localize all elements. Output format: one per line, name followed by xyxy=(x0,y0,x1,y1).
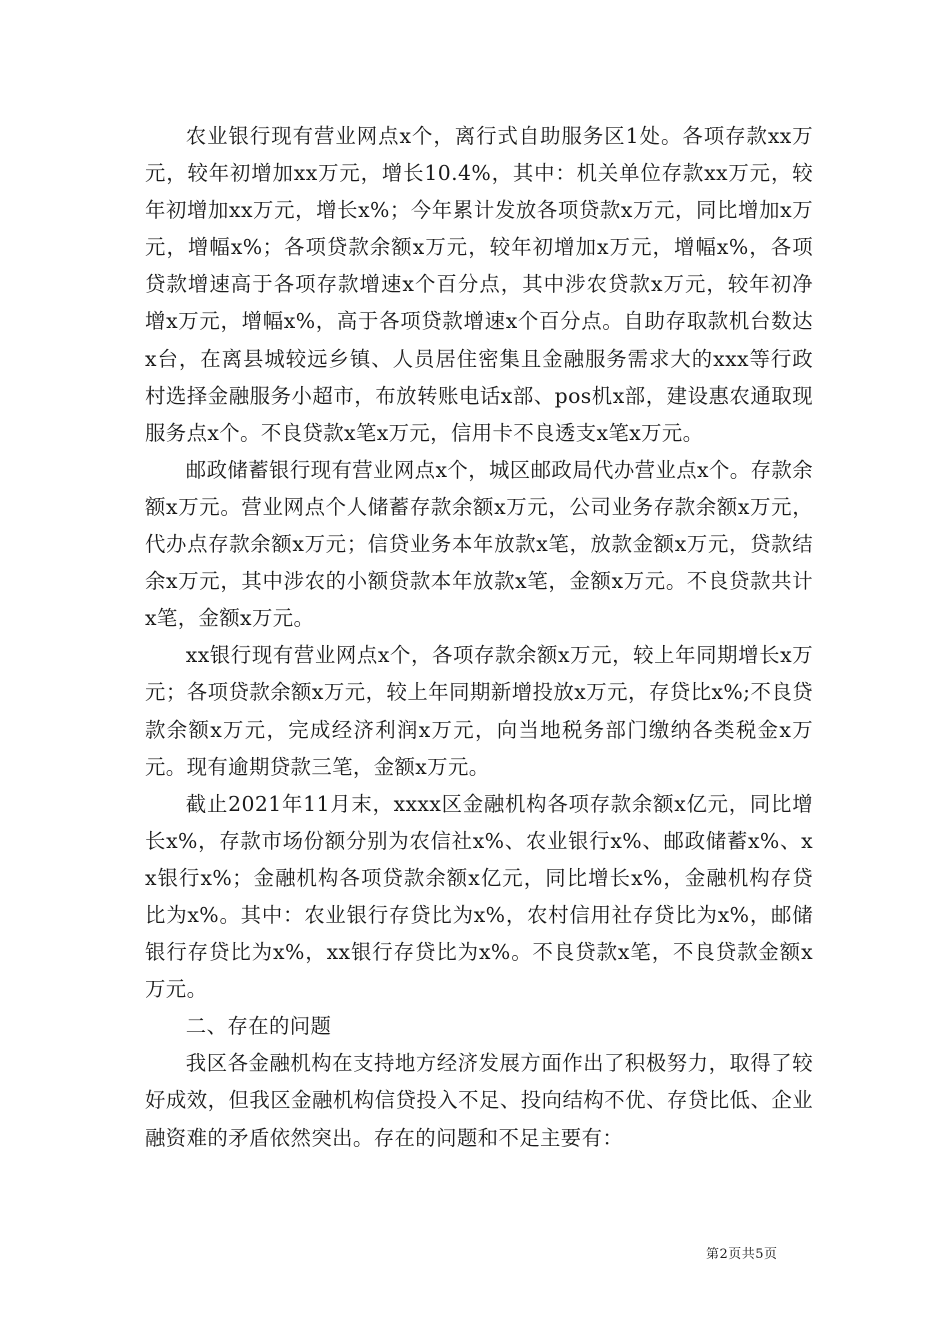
paragraph-agricultural-bank: 农业银行现有营业网点x个，离行式自助服务区1处。各项存款xx万元，较年初增加xx万元，增长10.4%，其中：机关单位存款xx万元，较年初增加xx万元，增长x%；今年累计发放各项贷款x万元，同比增加x万元，增幅x%；各项贷款余额x万元，较年初增加x万元，增幅x%，各项贷款增速高于各项存款增速x个百分点，其中涉农贷款x万元，较年初净增x万元，增幅x%，高于各项贷款增速x个百分点。自助存取款机台数达x台，在离县城较远乡镇、人员居住密集且金融服务需求大的xxx等行政村选择金融服务小超市，布放转账电话x部、pos机x部，建设惠农通取现服务点x个。不良贷款x笔x万元，信用卡不良透支x笔x万元。 xyxy=(145,124,813,445)
document-body xyxy=(145,118,813,1157)
page-number-footer: 第2页共5页 xyxy=(706,1247,778,1262)
paragraph-xx-bank: xx银行现有营业网点x个，各项存款余额x万元，较上年同期增长x万元；各项贷款余额x万元，较上年同期新增投放x万元，存贷比x%;不良贷款余额x万元，完成经济利润x万元，向当地税务部门缴纳各类税金x万元。现有逾期贷款三笔，金额x万元。 xyxy=(145,643,813,779)
paragraph-district-summary: 截止2021年11月末，xxxx区金融机构各项存款余额x亿元，同比增长x%，存款市场份额分别为农信社x%、农业银行x%、邮政储蓄x%、xx银行x%；金融机构各项贷款余额x亿元，同比增长x%，金融机构存贷比为x%。其中：农业银行存贷比为x%，农村信用社存贷比为x%，邮储银行存贷比为x%，xx银行存贷比为x%。不良贷款x笔，不良贷款金额x万元。 xyxy=(145,791,813,1002)
paragraph-problems-intro: 我区各金融机构在支持地方经济发展方面作出了积极努力，取得了较好成效，但我区金融机构信贷投入不足、投向结构不优、存贷比低、企业融资难的矛盾依然突出。存在的问题和不足主要有： xyxy=(145,1051,813,1150)
paragraph-postal-savings-bank: 邮政储蓄银行现有营业网点x个，城区邮政局代办营业点x个。存款余额x万元。营业网点个人储蓄存款余额x万元，公司业务存款余额x万元，代办点存款余额x万元；信贷业务本年放款x笔，放款金额x万元，贷款结余x万元，其中涉农的小额贷款本年放款x笔，金额x万元。不良贷款共计x笔，金额x万元。 xyxy=(145,457,813,631)
section-heading: 二、存在的问题 xyxy=(185,1014,332,1039)
